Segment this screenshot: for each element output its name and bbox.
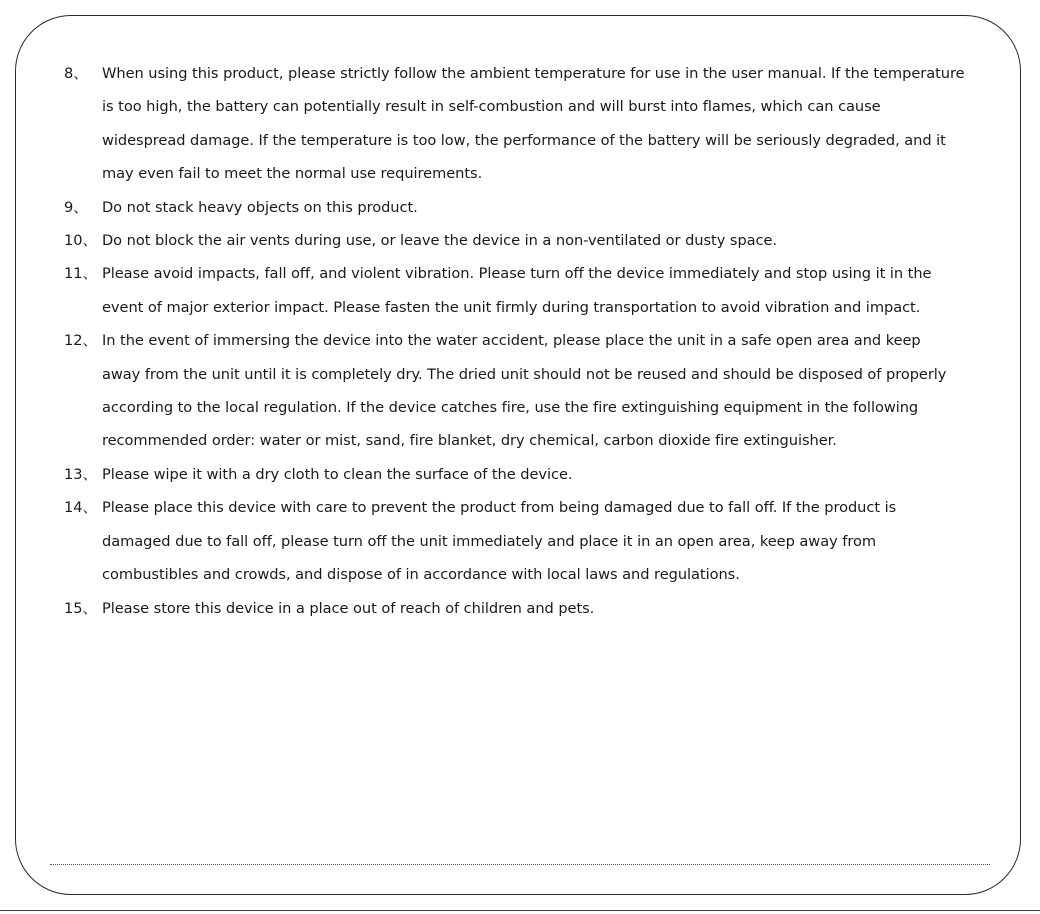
instruction-item-9: [64, 191, 994, 224]
page-bottom-rule: [0, 910, 1040, 911]
item-line: Please avoid impacts, fall off, and violent vibration. Please turn off the device immediately and stop using it in the: [102, 265, 932, 283]
item-line: according to the local regulation. If the device catches fire, use the fire extinguishing equipment in the following: [102, 399, 919, 417]
item-line: Please place this device with care to prevent the product from being damaged due to fall off. If the product is: [102, 499, 897, 517]
item-line: Do not block the air vents during use, or leave the device in a non-ventilated or dusty space.: [102, 232, 778, 250]
item-line: widespread damage. If the temperature is too low, the performance of the battery will be seriously degraded, and it: [102, 131, 946, 149]
item-line: In the event of immersing the device into the water accident, please place the unit in a safe open area and keep: [102, 332, 921, 350]
item-line: damaged due to fall off, please turn off the unit immediately and place it in an open area, keep away from: [102, 532, 877, 550]
item-line: away from the unit until it is completely dry. The dried unit should not be reused and should be disposed of properly: [102, 365, 947, 383]
instruction-item-10: [64, 224, 994, 257]
item-line: combustibles and crowds, and dispose of in accordance with local laws and regulations.: [102, 566, 740, 584]
item-line: recommended order: water or mist, sand, fire blanket, dry chemical, carbon dioxide fire extinguisher.: [102, 432, 837, 450]
item-number: 15、: [64, 599, 98, 617]
item-number: 9、: [64, 198, 88, 216]
item-number: 10、: [64, 232, 98, 250]
item-number: 11、: [64, 265, 98, 283]
footer-dotted-divider: [50, 864, 990, 865]
item-line: Please store this device in a place out of reach of children and pets.: [102, 599, 595, 617]
item-line: may even fail to meet the normal use requirements.: [102, 165, 483, 183]
instruction-item-11: [64, 257, 994, 324]
instruction-item-15: [64, 592, 994, 625]
item-line: is too high, the battery can potentially result in self-combustion and will burst into flames, which can cause: [102, 98, 881, 116]
item-number: 14、: [64, 499, 98, 517]
instruction-item-14: [64, 491, 994, 591]
item-number: 12、: [64, 332, 98, 350]
item-line: When using this product, please strictly follow the ambient temperature for use in the user manual. If the temperature: [102, 65, 965, 82]
item-line: Do not stack heavy objects on this product.: [102, 198, 418, 216]
item-number: 8、: [64, 65, 88, 82]
instruction-item-12: [64, 324, 994, 458]
instruction-item-13: [64, 458, 994, 491]
item-number: 13、: [64, 465, 98, 483]
instruction-item-8: [64, 57, 994, 191]
item-line: Please wipe it with a dry cloth to clean the surface of the device.: [102, 465, 573, 483]
safety-instructions-list: [64, 57, 994, 625]
item-line: event of major exterior impact. Please fasten the unit firmly during transportation to avoid vibration and impact.: [102, 298, 921, 316]
